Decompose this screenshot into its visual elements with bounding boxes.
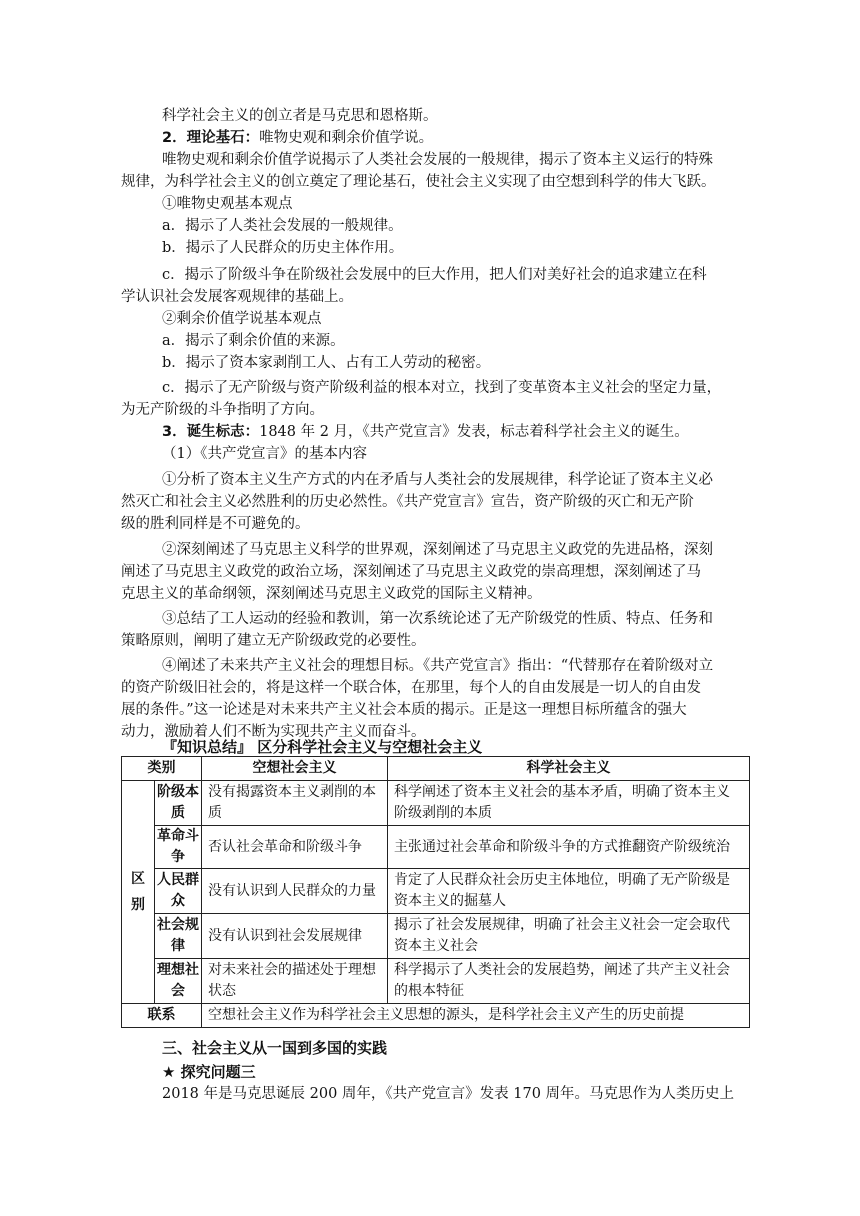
table-row-link [122,1004,750,1028]
paragraph-line: 的资产阶级旧社会的，将是这样一个联合体，在那里，每个人的自由发展是一切人的自由发 [121,680,701,696]
paragraph-line: ③总结了工人运动的经验和教训，第一次系统论述了无产阶级党的性质、特点、任务和 [162,611,713,627]
difference-label: 区 别 [122,781,155,1004]
section-text: 1848 年 2 月，《共产党宣言》发表，标志着科学社会主义的诞生。 [259,424,689,440]
subheading: （1）《共产党宣言》的基本内容 [162,446,367,462]
row-utopian: 没有揭露资本主义剥削的本质 [202,781,388,826]
list-item-continued: 为无产阶级的斗争指明了方向。 [121,402,324,418]
table-row [122,959,750,1004]
list-item: b．揭示了人民群众的历史主体作用。 [162,240,404,256]
section-label: 2．理论基石： [162,130,260,146]
list-item: c．揭示了阶级斗争在阶级社会发展中的巨大作用，把人们对美好社会的追求建立在科 [162,267,707,283]
section-text: 唯物史观和剩余价值学说。 [259,130,434,146]
section-item-theory [162,127,433,149]
row-scientific: 科学揭示了人类社会的发展趋势，阐述了共产主义社会的根本特征 [388,959,750,1004]
list-item-continued: 学认识社会发展客观规律的基础上。 [121,289,353,305]
row-utopian: 没有认识到社会发展规律 [202,914,388,959]
list-item: a．揭示了人类社会发展的一般规律。 [162,218,403,234]
row-aspect: 革命斗争 [155,826,202,869]
table-header-row [122,757,750,781]
subheading: ①唯物史观基本观点 [162,196,293,212]
section-label: 3．诞生标志： [162,424,260,440]
paragraph-line: 唯物史观和剩余价值学说揭示了人类社会发展的一般规律，揭示了资本主义运行的特殊 [162,152,713,168]
row-scientific: 主张通过社会革命和阶级斗争的方式推翻资产阶级统治 [388,826,750,869]
paragraph-line: 策略原则，阐明了建立无产阶级政党的必要性。 [121,633,426,649]
header-utopian: 空想社会主义 [202,757,388,781]
subheading: ②剩余价值学说基本观点 [162,311,322,327]
row-scientific: 科学阐述了资本主义社会的基本矛盾，明确了资本主义阶级剥削的本质 [388,781,750,826]
section-item-birth [162,421,689,443]
row-scientific: 肯定了人民群众社会历史主体地位，明确了无产阶级是资本主义的掘墓人 [388,869,750,914]
row-utopian: 否认社会革命和阶级斗争 [202,826,388,869]
row-aspect: 人民群众 [155,869,202,914]
link-text: 空想社会主义作为科学社会主义思想的源头，是科学社会主义产生的历史前提 [202,1004,750,1028]
header-scientific: 科学社会主义 [388,757,750,781]
table-row [122,914,750,959]
paragraph-line: 然灭亡和社会主义必然胜利的历史必然性。《共产党宣言》宣告，资产阶级的灭亡和无产阶 [121,494,694,510]
row-aspect: 社会规律 [155,914,202,959]
list-item: b．揭示了资本家剥削工人、占有工人劳动的秘密。 [162,355,491,371]
row-utopian: 没有认识到人民群众的力量 [202,869,388,914]
row-scientific: 揭示了社会发展规律，明确了社会主义社会一定会取代资本主义社会 [388,914,750,959]
paragraph-line: 展的条件。”这一论述是对未来共产主义社会本质的揭示。正是这一理想目标所蕴含的强大 [121,702,687,718]
header-category: 类别 [122,757,202,781]
comparison-table [121,756,750,1028]
row-aspect: 理想社会 [155,959,202,1004]
explore-heading: ★ 探究问题三 [162,1063,256,1081]
paragraph-line: ④阐述了未来共产主义社会的理想目标。《共产党宣言》指出：“代替那存在着阶级对立 [162,658,714,674]
paragraph-line: 动力，激励着人们不断为实现共产主义而奋斗。 [121,724,426,740]
section-heading: 三、社会主义从一国到多国的实践 [162,1039,388,1057]
table-row [122,781,750,826]
table-row [122,869,750,914]
paragraph-line: 级的胜利同样是不可避免的。 [121,516,310,532]
paragraph-line: ②深刻阐述了马克思主义科学的世界观，深刻阐述了马克思主义政党的先进品格，深刻 [162,542,713,558]
table-row [122,826,750,869]
paragraph-line: 规律，为科学社会主义的创立奠定了理论基石，使社会主义实现了由空想到科学的伟大飞跃。 [121,174,716,190]
paragraph-line: ①分析了资本主义生产方式的内在矛盾与人类社会的发展规律，科学论证了资本主义必 [162,472,713,488]
paragraph-line: 2018 年是马克思诞辰 200 周年，《共产党宣言》发表 170 周年。马克思作为人类历史上 [162,1086,735,1102]
list-item: a．揭示了剩余价值的来源。 [162,333,345,349]
paragraph-line: 克思主义的革命纲领，深刻阐述马克思主义政党的国际主义精神。 [121,586,542,602]
knowledge-summary-title: 『知识总结』 区分科学社会主义与空想社会主义 [162,738,483,756]
link-label: 联系 [122,1004,202,1028]
paragraph-line: 科学社会主义的创立者是马克思和恩格斯。 [162,108,438,124]
list-item: c．揭示了无产阶级与资产阶级利益的根本对立，找到了变革资本主义社会的坚定力量， [162,380,722,396]
row-aspect: 阶级本质 [155,781,202,826]
row-utopian: 对未来社会的描述处于理想状态 [202,959,388,1004]
paragraph-line: 阐述了马克思主义政党的政治立场，深刻阐述了马克思主义政党的崇高理想，深刻阐述了马 [121,564,701,580]
